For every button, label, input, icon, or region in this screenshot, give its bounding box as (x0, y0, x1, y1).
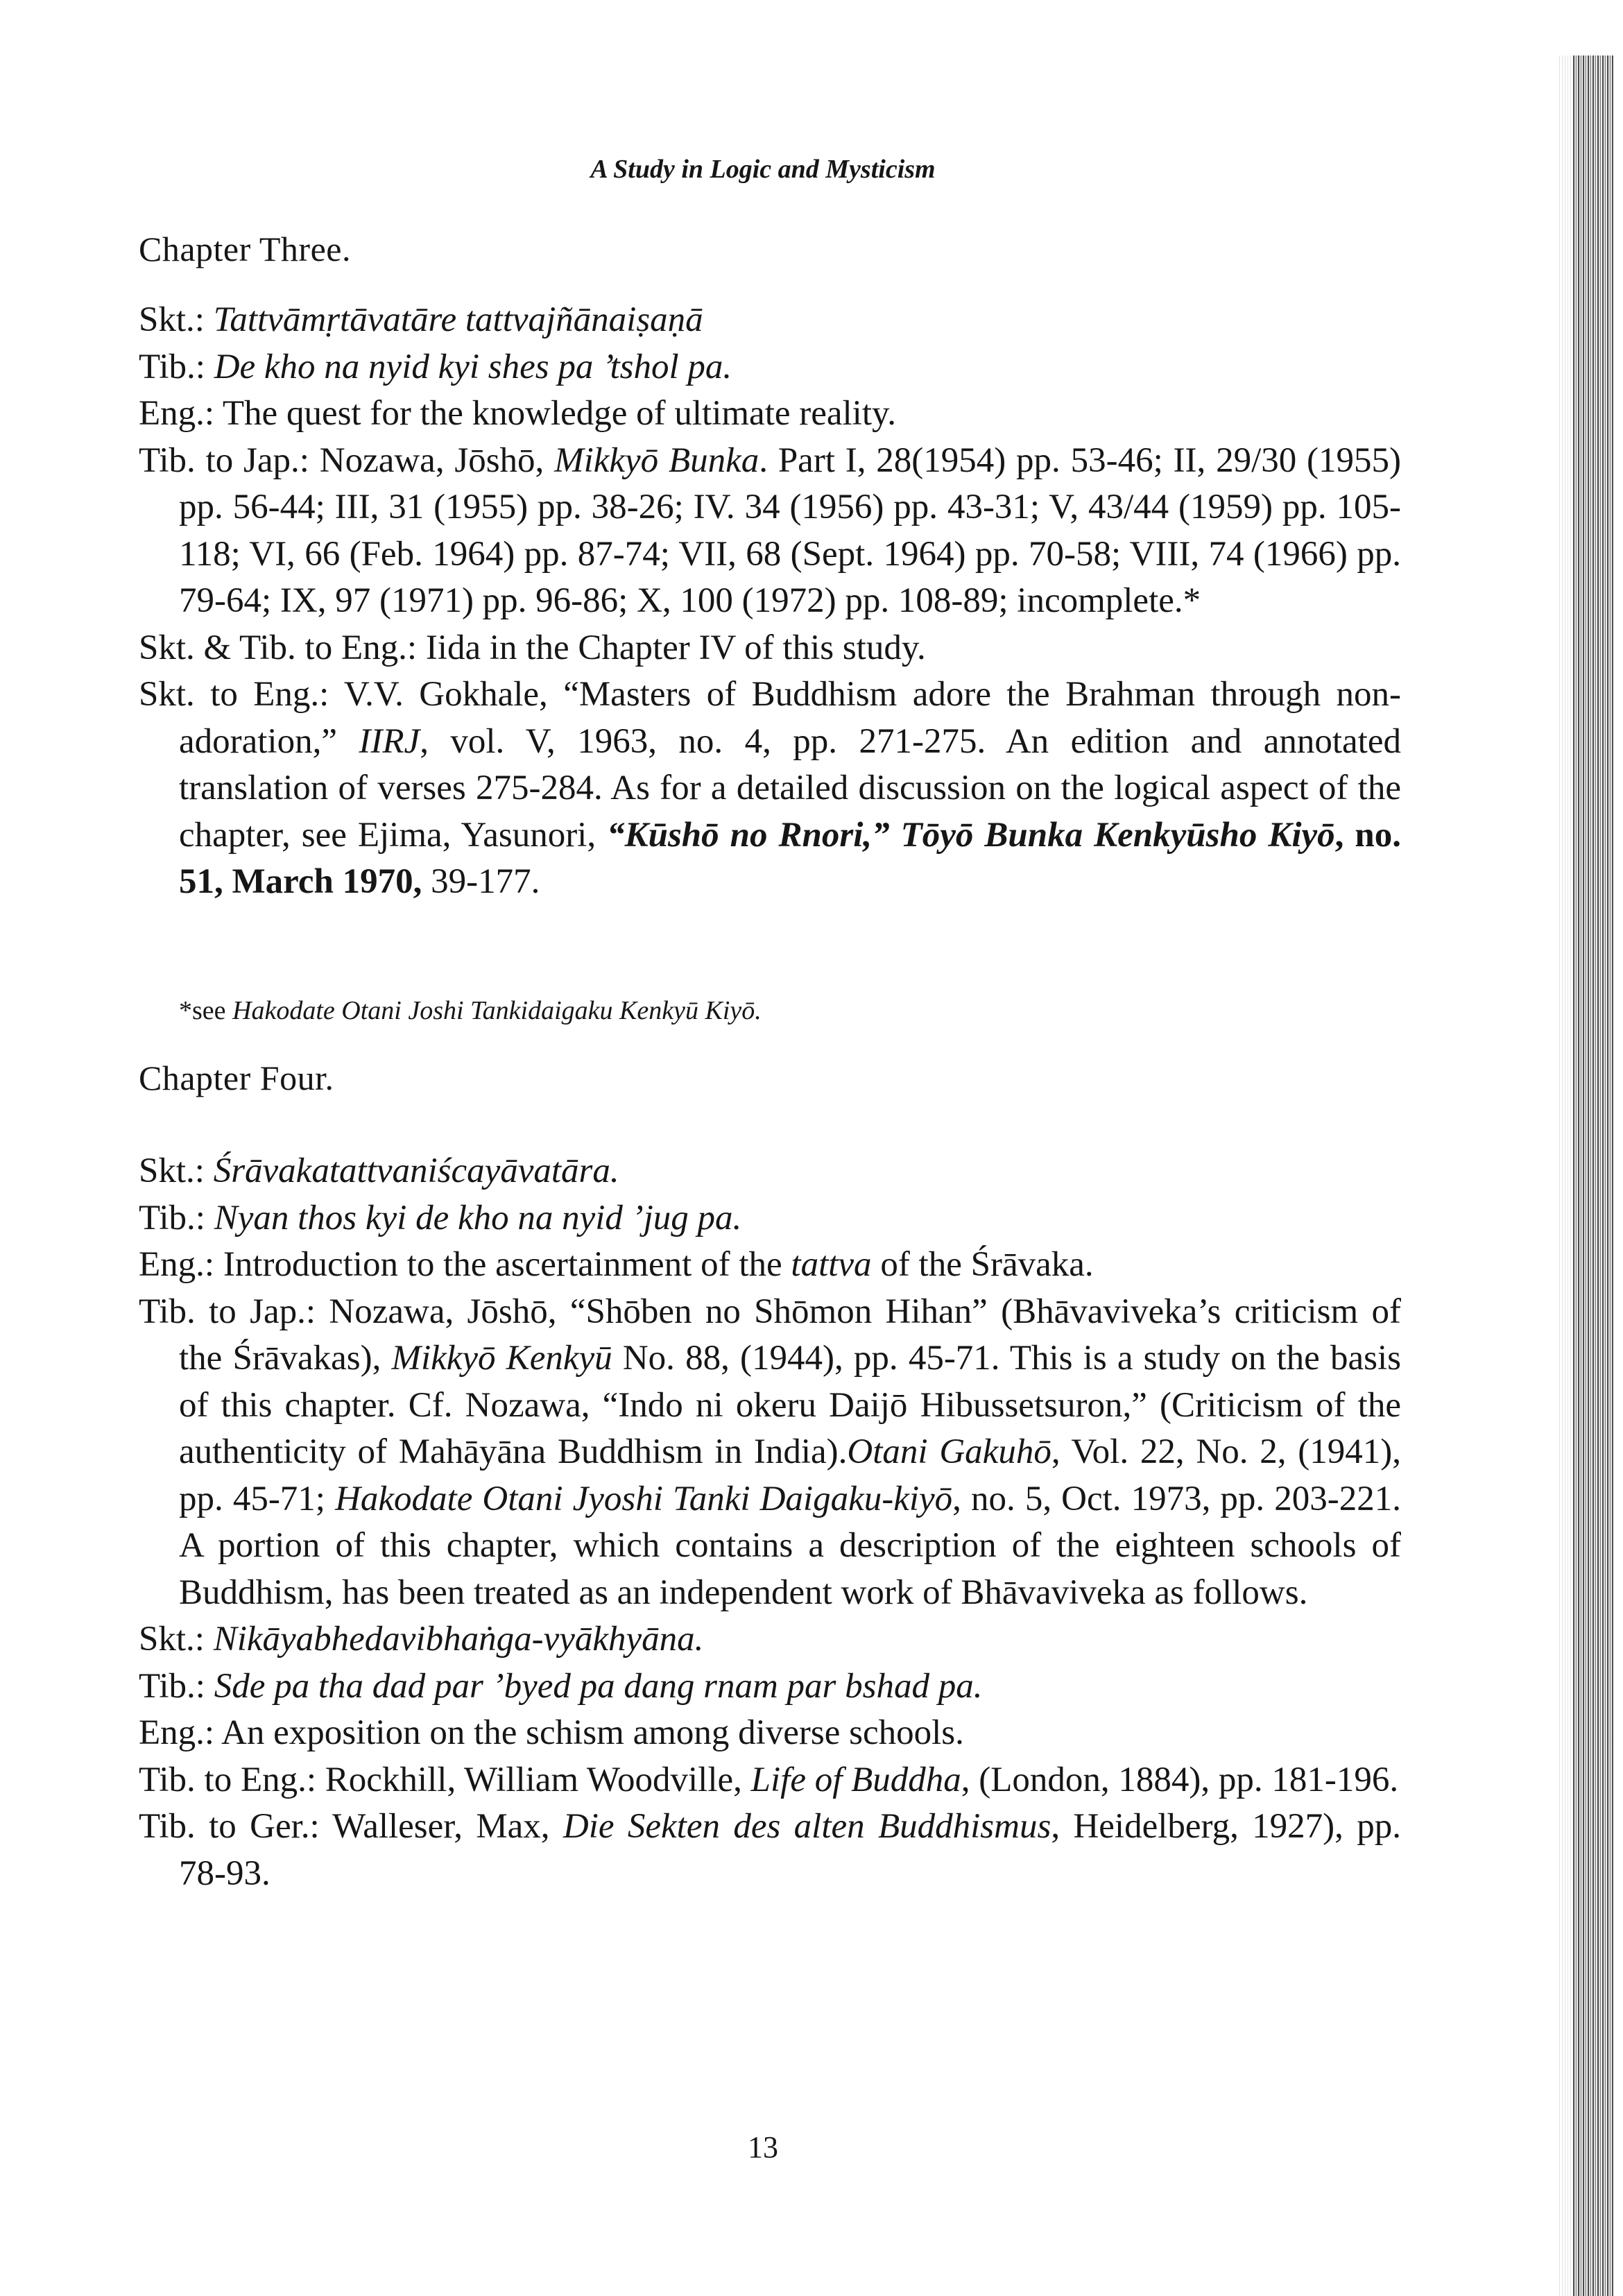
entry-tib-to-ger (139, 1804, 1401, 1897)
entry-label: Tib.: (139, 1666, 214, 1706)
entry-title: Tattvāmṛtāvatāre tattvajñānaiṣaṇā (213, 300, 703, 339)
entry-text-bold: , no. 51, March 1970, (179, 815, 1402, 901)
entry-text: , (London, 1884), pp. 181-196. (961, 1760, 1399, 1799)
entry-text: of the Śrāvaka. (871, 1245, 1094, 1284)
entry-eng (139, 1710, 1401, 1757)
entry-skt-tib-to-eng (139, 625, 1401, 672)
chapter-four-title: Chapter Four. (139, 1059, 334, 1097)
entry-skt (139, 1616, 1401, 1663)
entry-label: Tib. to Eng.: (139, 1760, 325, 1799)
entry-text: Iida in the Chapter IV of this study. (425, 628, 926, 667)
entry-skt-to-eng (139, 671, 1401, 906)
entry-text: The quest for the knowledge of ultimate reality. (222, 394, 896, 433)
entry-text: , Heidelberg, 1927), pp. 78-93. (179, 1807, 1402, 1893)
entry-skt (139, 1148, 1401, 1195)
entry-label: Skt. & Tib. to Eng.: (139, 628, 426, 667)
entry-label: Tib.: (139, 1198, 214, 1237)
footnote-title: Hakodate Otani Joshi Tankidaigaku Kenkyū Kiyō. (232, 996, 762, 1025)
entry-text: , no. 5, Oct. 1973, pp. 203-221. A portion of this chapter, which contains a description of the eighteen schools of Buddhism, has been treated as an independent work of Bhāvaviveka as follows. (179, 1479, 1401, 1612)
page-number: 13 (748, 2130, 778, 2164)
entry-title: IIRJ (359, 721, 420, 761)
footnote (179, 995, 762, 1026)
entry-label: Skt.: (139, 300, 214, 339)
entry-tib (139, 344, 1401, 391)
binding-edge-shadow (1559, 55, 1573, 2296)
chapter-three-entries (139, 297, 1401, 906)
entry-title-bold: “Kūshō no Rnori,” Tōyō Bunka Kenkyūsho Kiyō (607, 815, 1335, 855)
entry-text: Nozawa, Jōshō, (319, 440, 555, 480)
entry-label: Skt. to Eng.: (139, 675, 344, 714)
entry-text: Introduction to the ascertainment of the (223, 1245, 791, 1284)
entry-label: Eng.: (139, 394, 223, 433)
chapter-three-title: Chapter Three. (139, 230, 351, 268)
entry-eng (139, 391, 1401, 438)
entry-skt (139, 297, 1401, 344)
entry-tib-to-jap (139, 1289, 1401, 1617)
entry-label: Tib.: (139, 347, 214, 386)
entry-text: Nozawa, Jōshō, “Shōben no Shōmon Hihan” (Bhāvaviveka’s criticism of the Śrāvakas), (179, 1292, 1401, 1378)
entry-label: Eng.: (139, 1713, 222, 1752)
entry-label: Tib. to Jap.: (139, 440, 320, 480)
entry-label: Tib. to Ger.: (139, 1807, 333, 1846)
entry-title: Life of Buddha (750, 1760, 961, 1799)
entry-tib-to-jap (139, 438, 1401, 625)
binding-edge (1573, 55, 1613, 2296)
entry-title: Hakodate Otani Jyoshi Tanki Daigaku-kiyō (335, 1479, 953, 1518)
entry-text: 39-177. (422, 862, 540, 901)
entry-label: Eng.: (139, 1245, 223, 1284)
entry-title: Mikkyō Kenkyū (391, 1339, 612, 1378)
entry-title: Sde pa tha dad par ’byed pa dang rnam par bshad pa. (214, 1666, 983, 1706)
entry-label: Tib. to Jap.: (139, 1292, 329, 1331)
entry-text: Walleser, Max, (332, 1807, 563, 1846)
entry-title: Śrāvakatattvaniścayāvatāra. (213, 1151, 619, 1190)
running-header: A Study in Logic and Mysticism (590, 155, 936, 184)
entry-text: An exposition on the schism among diverse schools. (221, 1713, 964, 1752)
entry-title: De kho na nyid kyi shes pa ’tshol pa. (214, 347, 732, 386)
footnote-prefix: *see (179, 996, 233, 1025)
entry-text: Rockhill, William Woodville, (325, 1760, 751, 1799)
entry-text: . Part I, 28(1954) pp. 53-46; II, 29/30 (1955) pp. 56-44; III, 31 (1955) pp. 38-26; IV. 34 (1956) pp. 43-31; V, 43/44 (1959) pp. 105-118; VI, 66 (Feb. 1964) pp. 87-74; VII, 68 (Sept. 1964) pp. 70-58; VIII, 74 (1966) pp. 79-64; IX, 97 (1971) pp. 96-86; X, 100 (1972) pp. 108-89; incomplete.* (179, 440, 1401, 620)
entry-tib-to-eng (139, 1757, 1401, 1804)
entry-eng (139, 1242, 1401, 1289)
entry-tib (139, 1663, 1401, 1711)
entry-label: Skt.: (139, 1620, 214, 1659)
entry-title: Mikkyō Bunka (554, 440, 759, 480)
chapter-four-entries (139, 1148, 1401, 1897)
entry-title: tattva (791, 1245, 872, 1284)
entry-text: V.V. Gokhale, “Masters of Buddhism adore the Brahman through non-adoration,” (179, 675, 1401, 761)
entry-text: , Vol. 22, No. 2, (1941), pp. 45-71; (179, 1432, 1402, 1518)
entry-title: Otani Gakuhō (847, 1432, 1051, 1471)
entry-text: , vol. V, 1963, no. 4, pp. 271-275. An edition and annotated translation of verses 275-284. As for a detailed discussion on the logical aspect of the chapter, see Ejima, Yasunori, (179, 721, 1401, 855)
entry-tib (139, 1195, 1401, 1242)
entry-title: Nikāyabhedavibhaṅga-vyākhyāna. (213, 1620, 704, 1659)
entry-title: Nyan thos kyi de kho na nyid ’jug pa. (214, 1198, 742, 1237)
entry-title: Die Sekten des alten Buddhismus (563, 1807, 1051, 1846)
entry-label: Skt.: (139, 1151, 214, 1190)
entry-text: No. 88, (1944), pp. 45-71. This is a study on the basis of this chapter. Cf. Nozawa, “Indo ni okeru Daijō Hibussetsuron,” (Criticism of the authenticity of Mahāyāna Buddhism in India). (179, 1339, 1401, 1471)
